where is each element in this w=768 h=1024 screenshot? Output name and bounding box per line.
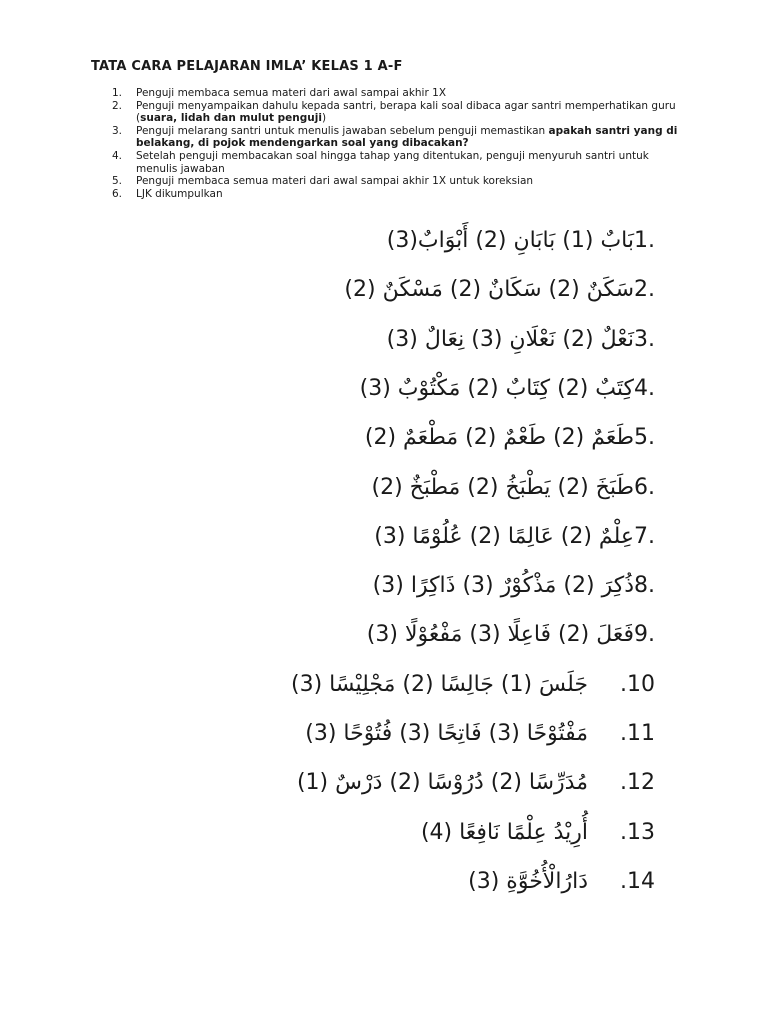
arabic-item-number: 3. xyxy=(634,327,655,352)
arabic-item-number: .11 xyxy=(620,721,655,746)
arabic-item-number: 4. xyxy=(634,376,655,401)
arabic-item-text: طَعَمٌ (2) طَعْمٌ (2) مَطْعَمٌ (2) xyxy=(364,425,634,450)
instruction-text: LJK dikumpulkan xyxy=(136,187,223,200)
arabic-item-number: 8. xyxy=(634,573,655,598)
arabic-item-number: 9. xyxy=(634,622,655,647)
arabic-item-number: .12 xyxy=(620,770,655,795)
arabic-item-text: مَفْتُوْحًا (3) فَاتِحًا (3) فُتُوْحًا (3) xyxy=(305,721,588,746)
arabic-item xyxy=(387,228,655,253)
arabic-item-text: مُدَرِّسًا (2) دُرُوْسًا (2) دَرْسٌ (1) xyxy=(296,770,588,795)
instruction-text: Setelah penguji membacakan soal hingga tahap yang ditentukan, penguji menyuruh santri untuk menulis jawaban xyxy=(136,149,649,175)
instruction-text: ) xyxy=(321,112,327,125)
arabic-item-text: نَعْلٌ (2) نَعْلَانِ (3) نِعَالٌ (3) xyxy=(386,327,634,352)
instruction-number: 2. xyxy=(112,99,123,112)
arabic-item xyxy=(360,376,655,401)
arabic-item-text: عِلْمٌ (2) عَالِمًا (2) عُلُوْمًا (3) xyxy=(374,524,634,549)
arabic-item-text: أُرِيْدُ عِلْمًا نَافِعًا (4) xyxy=(420,820,588,845)
arabic-item xyxy=(468,869,655,894)
arabic-item xyxy=(365,425,655,450)
page-title: TATA CARA PELAJARAN IMLA’ KELAS 1 A-F xyxy=(91,59,403,74)
instruction-text: Penguji melarang santri untuk menulis jawaban sebelum penguji memastikan xyxy=(136,124,549,137)
arabic-item-number: .10 xyxy=(620,672,655,697)
arabic-item-number: 1. xyxy=(634,228,655,253)
arabic-item xyxy=(371,475,655,500)
instruction-number: 6. xyxy=(112,187,123,200)
instruction-text: Penguji membaca semua materi dari awal sampai akhir 1X xyxy=(136,87,447,99)
instruction-number: 1. xyxy=(112,87,123,99)
arabic-item-text: طَبَخَ (2) يَطْبَخُ (2) مَطْبَخٌ (2) xyxy=(371,475,634,500)
arabic-item-number: 5. xyxy=(634,425,655,450)
arabic-item-text: جَلَسَ (1) جَالِسًا (2) مَجْلِيْسًا (3) xyxy=(291,672,588,697)
instruction-bold-text: suara, lidah dan mulut penguji xyxy=(140,112,322,125)
arabic-item-text: سَكَنٌ (2) سَكَانٌ (2) مَسْكَنٌ (2) xyxy=(344,277,634,302)
arabic-item xyxy=(374,524,655,549)
arabic-item-number: .14 xyxy=(620,869,655,894)
arabic-item-number: 7. xyxy=(634,524,655,549)
arabic-item xyxy=(291,672,655,697)
arabic-item xyxy=(373,573,655,598)
instruction-number: 4. xyxy=(112,149,123,162)
arabic-item xyxy=(344,277,655,302)
instruction-text: Penguji menyampaikan dahulu kepada santri, berapa kali soal dibaca agar santri memperhatikan guru ( xyxy=(136,99,676,125)
instruction-bold-text: apakah santri yang di belakang, di pojok mendengarkan soal yang dibacakan? xyxy=(136,124,678,150)
arabic-item-text: دَارُالْأُخُوَّةِ (3) xyxy=(468,869,588,894)
arabic-item xyxy=(387,327,655,352)
instruction-number: 3. xyxy=(112,124,123,137)
instruction-number: 5. xyxy=(112,175,123,188)
arabic-item xyxy=(305,721,655,746)
arabic-item-number: .13 xyxy=(620,820,655,845)
arabic-item-text: كِتَبٌ (2) كِتَابٌ (2) مَكْتُوْبٌ (3) xyxy=(359,376,634,401)
arabic-item xyxy=(297,770,655,795)
instruction-text: Penguji membaca semua materi dari awal sampai akhir 1X untuk koreksian xyxy=(136,175,534,188)
arabic-item-text: بَابٌ (1) بَابَانِ (2) أَبْوَابٌ(3) xyxy=(386,228,634,253)
arabic-item-text: ذُكِرَ (2) مَذْكُوْرٌ (3) ذَاكِرًا (3) xyxy=(372,573,634,598)
arabic-item xyxy=(367,622,655,647)
arabic-item-number: 2. xyxy=(634,277,655,302)
arabic-item xyxy=(421,820,655,845)
arabic-item-number: 6. xyxy=(634,475,655,500)
arabic-item-text: فَعَلَ (2) فَاعِلًا (3) مَفْعُوْلًا (3) xyxy=(366,622,634,647)
